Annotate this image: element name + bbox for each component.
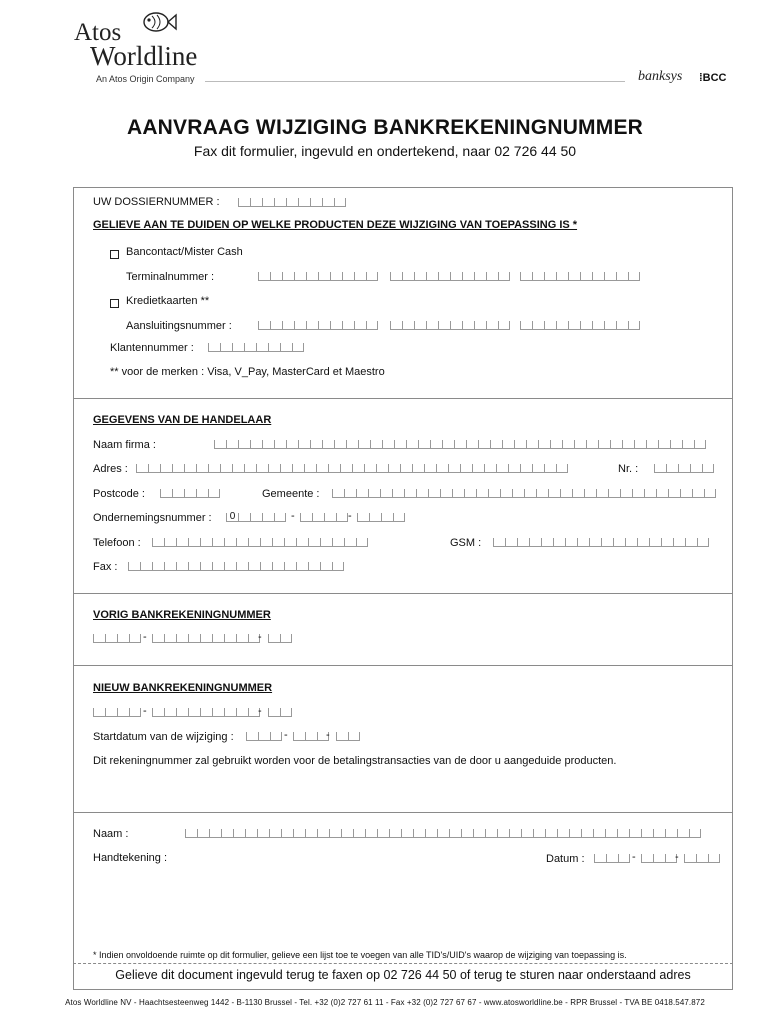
- dash-separator: -: [326, 729, 330, 741]
- products-header: GELIEVE AAN TE DUIDEN OP WELKE PRODUCTEN DEZE WIJZIGING VAN TOEPASSING IS *: [93, 219, 578, 231]
- ondernemingsnummer-label: Ondernemingsnummer :: [93, 512, 212, 524]
- page-title: AANVRAAG WIJZIGING BANKREKENINGNUMMER: [126, 116, 644, 139]
- page-subtitle: Fax dit formulier, ingevuld en ondertekend, naar 02 726 44 50: [193, 143, 577, 159]
- bancontact-checkbox[interactable]: [110, 246, 119, 264]
- dash-separator: -: [675, 851, 679, 863]
- gsm-label: GSM :: [450, 537, 482, 549]
- startdatum-day-field[interactable]: [246, 732, 282, 741]
- startdatum-label: Startdatum van de wijziging :: [93, 731, 234, 743]
- dash-separator: -: [258, 631, 262, 643]
- merchant-header: GEGEVENS VAN DE HANDELAAR: [93, 414, 272, 426]
- aansluiting-number-field-1[interactable]: [258, 321, 378, 330]
- footnote: * Indien onvoldoende ruimte op dit formulier, gelieve een lijst toe te voegen van alle TID's/UID's waarop de wijziging van toepassing is.: [93, 950, 627, 960]
- dash-separator: -: [284, 729, 288, 741]
- previous-account-header: VORIG BANKREKENINGNUMMER: [93, 609, 271, 621]
- nr-field[interactable]: [654, 464, 714, 473]
- startdatum-month-field[interactable]: [293, 732, 329, 741]
- ondernemingsnummer-field-1[interactable]: [226, 513, 286, 522]
- section-divider: [73, 593, 733, 594]
- logo-atos-text: Atos: [74, 19, 122, 46]
- sendback-instruction: Gelieve dit document ingevuld terug te faxen op 02 726 44 50 of terug te sturen naar onderstaand adres: [115, 968, 691, 982]
- ondernemingsnummer-field-2[interactable]: [300, 513, 348, 522]
- signature-area[interactable]: [185, 870, 565, 940]
- terminal-number-field-3[interactable]: [520, 272, 640, 281]
- bcc-logo: ⁞BCC: [699, 72, 727, 84]
- ondernemings-prefix: 0: [226, 513, 238, 522]
- startdatum-year-field[interactable]: [336, 732, 360, 741]
- dash-separator: -: [258, 705, 262, 717]
- fax-field[interactable]: [128, 562, 344, 571]
- telefoon-field[interactable]: [152, 538, 368, 547]
- fish-logo-icon: [138, 8, 178, 36]
- datum-month-field[interactable]: [641, 854, 677, 863]
- usage-note: Dit rekeningnummer zal gebruikt worden voor de betalingstransacties van de door u aangeduide producten.: [93, 755, 617, 767]
- naam-label: Naam :: [93, 828, 129, 840]
- ondernemingsnummer-field-3[interactable]: [357, 513, 405, 522]
- section-divider: [73, 812, 733, 813]
- new-account-header: NIEUW BANKREKENINGNUMMER: [93, 682, 273, 694]
- gsm-field[interactable]: [493, 538, 709, 547]
- kredietkaarten-label: Kredietkaarten **: [126, 295, 210, 307]
- dossier-label: UW DOSSIERNUMMER :: [93, 196, 220, 208]
- adres-label: Adres :: [93, 463, 128, 475]
- fax-label: Fax :: [93, 561, 118, 573]
- section-divider: [73, 665, 733, 666]
- dash-separator: -: [143, 705, 147, 717]
- aansluiting-number-field-2[interactable]: [390, 321, 510, 330]
- datum-day-field[interactable]: [594, 854, 630, 863]
- previous-account-field-3[interactable]: [268, 634, 292, 643]
- terminal-number-field-2[interactable]: [390, 272, 510, 281]
- gemeente-field[interactable]: [332, 489, 716, 498]
- telefoon-label: Telefoon :: [93, 537, 141, 549]
- postcode-label: Postcode :: [93, 488, 145, 500]
- dossier-number-field[interactable]: [238, 198, 346, 207]
- header-divider: [205, 81, 625, 82]
- gemeente-label: Gemeente :: [262, 488, 320, 500]
- handtekening-label: Handtekening :: [93, 852, 167, 864]
- logo-worldline-text: Worldline: [90, 41, 198, 71]
- klanten-label: Klantennummer :: [110, 342, 194, 354]
- new-account-field-3[interactable]: [268, 708, 292, 717]
- postcode-field[interactable]: [160, 489, 220, 498]
- naam-field[interactable]: [185, 829, 701, 838]
- naam-firma-field[interactable]: [214, 440, 706, 449]
- adres-field[interactable]: [136, 464, 568, 473]
- datum-label: Datum :: [546, 853, 585, 865]
- previous-account-field-2[interactable]: [152, 634, 260, 643]
- previous-account-field-1[interactable]: [93, 634, 141, 643]
- dash-separator: -: [291, 510, 295, 522]
- aansluiting-number-field-3[interactable]: [520, 321, 640, 330]
- dash-separator: -: [143, 631, 147, 643]
- kredietkaarten-checkbox[interactable]: [110, 295, 119, 313]
- bcc-logo-text: BCC: [702, 72, 727, 84]
- section-divider: [73, 398, 733, 399]
- logo-subtitle: An Atos Origin Company: [96, 74, 195, 84]
- terminal-number-field-1[interactable]: [258, 272, 378, 281]
- datum-year-field[interactable]: [684, 854, 720, 863]
- aansluiting-label: Aansluitingsnummer :: [126, 320, 232, 332]
- banksys-logo: banksys: [638, 69, 683, 84]
- section-divider: [73, 963, 733, 964]
- new-account-field-2[interactable]: [152, 708, 260, 717]
- nr-label: Nr. :: [618, 463, 639, 475]
- terminal-label: Terminalnummer :: [126, 271, 215, 283]
- company-address: Atos Worldline NV - Haachtsesteenweg 1442 - B-1130 Brussel - Tel. +32 (0)2 727 61 11 - Fax +32 (0)2 727 67 67 - www.atosworldline.be - RPR Brussel - TVA BE 0418.547.872: [65, 998, 705, 1007]
- dash-separator: -: [632, 851, 636, 863]
- bancontact-label: Bancontact/Mister Cash: [126, 246, 243, 258]
- new-account-field-1[interactable]: [93, 708, 141, 717]
- naam-firma-label: Naam firma :: [93, 439, 156, 451]
- dash-separator: -: [348, 510, 352, 522]
- brands-note: ** voor de merken : Visa, V_Pay, MasterCard et Maestro: [110, 366, 385, 378]
- klanten-number-field[interactable]: [208, 343, 304, 352]
